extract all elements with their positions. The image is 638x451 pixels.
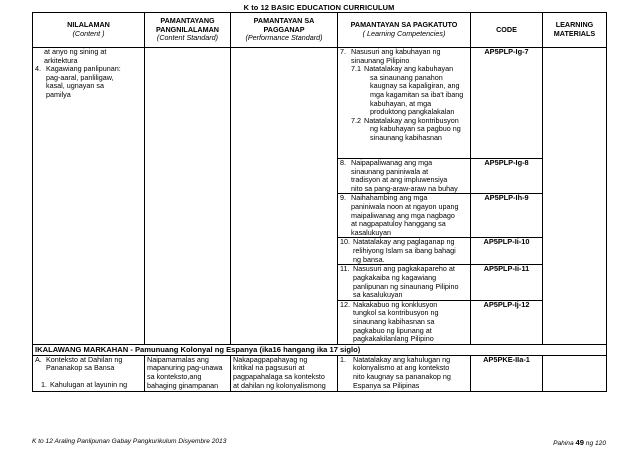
sub-competency-text: sa sinaunang panahon: [370, 72, 443, 82]
content-text: pamilya: [46, 89, 71, 99]
content-cell: [33, 48, 145, 345]
competency-cell: [338, 48, 471, 159]
curriculum-table: [32, 12, 607, 392]
competency-text: Nasusuri ang kabuhayan ng: [351, 47, 441, 56]
header-content-standard: [145, 13, 231, 48]
competency-text: sa kasalukuyan: [353, 290, 403, 300]
footer-document-name: K to 12 Araling Panlipunan Gabay Pangkurikulum Disyembre 2013: [32, 438, 227, 445]
materials-cell: [543, 48, 607, 345]
sub-competency-text: Natatalakay ang kabuhayan: [364, 64, 454, 74]
competency-text: Naihahambing ang mga: [351, 193, 428, 203]
content-text: Kahulugan at layunin ng: [50, 379, 128, 389]
performance-standard-text: kritikal na pagsusuri at: [233, 363, 305, 373]
content-standard-text: sa konteksto,ang: [147, 371, 202, 381]
content-text: kasal, ugnayan sa: [46, 81, 104, 91]
materials-cell: [543, 355, 607, 391]
current-page: 49: [575, 438, 584, 447]
content-text: at anyo ng sining at: [44, 47, 107, 56]
quarter-heading: IKALAWANG MARKAHAN - Pamunuang Kolonyal ng Espanya (ika16 hangang ika 17 siglo): [33, 344, 607, 355]
sub-competency-text: produktong pangkalakalan: [370, 107, 455, 117]
header-learning-competencies-label: PAMANTAYAN SA PAGKATUTO: [350, 20, 458, 30]
competency-number: 7.: [340, 47, 346, 56]
competency-cell: [338, 300, 471, 344]
code-cell: AP5PLP-Ij-12: [471, 300, 543, 344]
sub-competency-text: sinaunang kabihasnan: [370, 132, 442, 142]
header-performance-standard-label: PAMANTAYAN SA PAGGANAP: [253, 16, 315, 34]
performance-standard-text: pagpapahalaga sa konteksto: [233, 371, 325, 381]
header-row: [33, 13, 607, 48]
code-cell: AP5PLP-Ii-10: [471, 238, 543, 265]
performance-standard-text: Nakapagpapahayag ng: [233, 354, 308, 364]
content-standard-text: mapanuring pag-unawa: [147, 363, 223, 373]
footer-page-number: [520, 438, 606, 447]
header-performance-standard-sub: (Performance Standard): [245, 33, 323, 43]
page-separator: ng: [585, 440, 594, 447]
sub-competency-text: kabuhayan, at mga: [370, 98, 432, 108]
code-cell: AP5PLP-Ih-9: [471, 194, 543, 238]
competency-text: ng bansa.: [353, 254, 385, 264]
table-row: [33, 355, 607, 391]
total-pages: 120: [594, 440, 606, 447]
competency-text: tradisyon at ang impluwensiya: [351, 175, 448, 185]
header-content-standard-sub: (Content Standard): [156, 33, 219, 43]
competency-text: maipaliwanag ang mga nagbago: [351, 210, 455, 220]
competency-text: sinaunang kabihasnan sa: [353, 316, 435, 326]
competency-text: kolonyalismo at ang konteksto: [353, 363, 450, 373]
sub-competency-text: mga kagamitan sa iba't ibang: [370, 89, 464, 99]
competency-text: pagkakakilanlang Pilipino: [353, 334, 434, 344]
header-code: [471, 13, 543, 48]
document-title: K to 12 BASIC EDUCATION CURRICULUM: [243, 3, 395, 12]
header-content-label: NILALAMAN: [67, 20, 110, 30]
content-text: arkitektura: [44, 55, 78, 65]
header-content: [33, 13, 145, 48]
sub-competency-number: 7.1: [351, 64, 361, 74]
content-standard-text: Naipamamalas ang: [147, 354, 209, 364]
performance-standard-text: at dahilan ng kolonyalismong: [233, 380, 326, 390]
sub-competency-text: Natatalakay ang kontribusyon: [364, 115, 459, 125]
performance-standard-cell: [231, 355, 338, 391]
code-cell: AP5PKE-IIa-1: [471, 355, 543, 391]
competency-cell: [338, 355, 471, 391]
competency-text: Natatalakay ang kahulugan ng: [353, 354, 451, 364]
competency-text: Natatalakay ang paglaganap ng: [353, 237, 455, 247]
content-item-number: 4.: [35, 64, 41, 74]
competency-text: pagkakaiba ng kagawiang: [353, 272, 437, 282]
competency-text: sinaunang paniniwala at: [351, 166, 429, 176]
content-text: pag-aaral, panliligaw,: [46, 72, 114, 82]
competency-text: relihiyong Islam sa ibang bahagi: [353, 245, 456, 255]
competency-text: nito kaugnay sa pananakop ng: [353, 371, 451, 381]
sub-competency-number: 7.2: [351, 115, 361, 125]
content-text: Pananakop sa Bansa: [46, 363, 115, 373]
header-learning-competencies: [338, 13, 471, 48]
competency-text: tungkol sa kontribusyon ng: [353, 308, 439, 318]
performance-standard-cell: [231, 48, 338, 345]
competency-text: at nagpapatuloy hanggang sa: [351, 219, 446, 229]
competency-text: pagkabuo ng lipunang at: [353, 325, 432, 335]
sub-competency-text: ng kabuhayan sa pagbuo ng: [370, 124, 461, 134]
competency-text: Espanya sa Pilipinas: [353, 380, 420, 390]
header-performance-standard: [231, 13, 338, 48]
content-standard-text: bahaging ginampanan: [147, 380, 219, 390]
content-standard-cell: [145, 355, 231, 391]
competency-text: sinaunang Pilipino: [351, 55, 410, 65]
header-learning-materials: [543, 13, 607, 48]
competency-cell: [338, 159, 471, 194]
competency-number: 1.: [340, 354, 346, 364]
content-cell: [33, 355, 145, 391]
competency-cell: [338, 265, 471, 300]
table-row: [33, 48, 607, 159]
header-content-standard-label: PAMANTAYANG PANGNILALAMAN: [156, 16, 219, 34]
header-content-sub: (Content ): [72, 29, 105, 38]
code-cell: AP5PLP-Ii-11: [471, 265, 543, 300]
competency-number: 10.: [340, 237, 350, 247]
header-code-label: CODE: [496, 24, 517, 34]
content-text: Kagawiang panlipunan:: [46, 64, 121, 74]
competency-number: 12.: [340, 299, 350, 309]
header-learning-materials-label: LEARNING MATERIALS: [553, 20, 596, 38]
competency-text: panlipunan ng sinaunang Pilipino: [353, 281, 459, 291]
code-cell: AP5PLP-Ig-8: [471, 159, 543, 194]
competency-cell: [338, 238, 471, 265]
competency-text: paniniwala noon at ngayon upang: [351, 201, 459, 211]
competency-text: nito sa pang-araw-araw na buhay: [351, 183, 458, 193]
content-item-letter: A.: [35, 354, 42, 364]
header-learning-competencies-sub: ( Learning Competencies): [362, 29, 446, 38]
competency-text: Nakakabuo ng konklusyon: [353, 299, 438, 309]
code-cell: AP5PLP-Ig-7: [471, 48, 543, 159]
competency-cell: [338, 194, 471, 238]
content-text: Konteksto at Dahilan ng: [46, 354, 123, 364]
sub-competency-text: kaugnay sa kapaligiran, ang: [370, 81, 460, 91]
page-prefix: Pahina: [553, 440, 574, 447]
competency-text: Naipapaliwanag ang mga: [351, 158, 433, 167]
competency-text: kasalukuyan: [351, 227, 391, 237]
quarter-row: [33, 344, 607, 355]
content-standard-cell: [145, 48, 231, 345]
content-item-number: 1.: [41, 379, 47, 389]
competency-text: Nasusuri ang pagkakapareho at: [353, 264, 455, 274]
competency-number: 9.: [340, 193, 346, 203]
competency-number: 8.: [340, 158, 346, 167]
competency-number: 11.: [340, 264, 350, 274]
